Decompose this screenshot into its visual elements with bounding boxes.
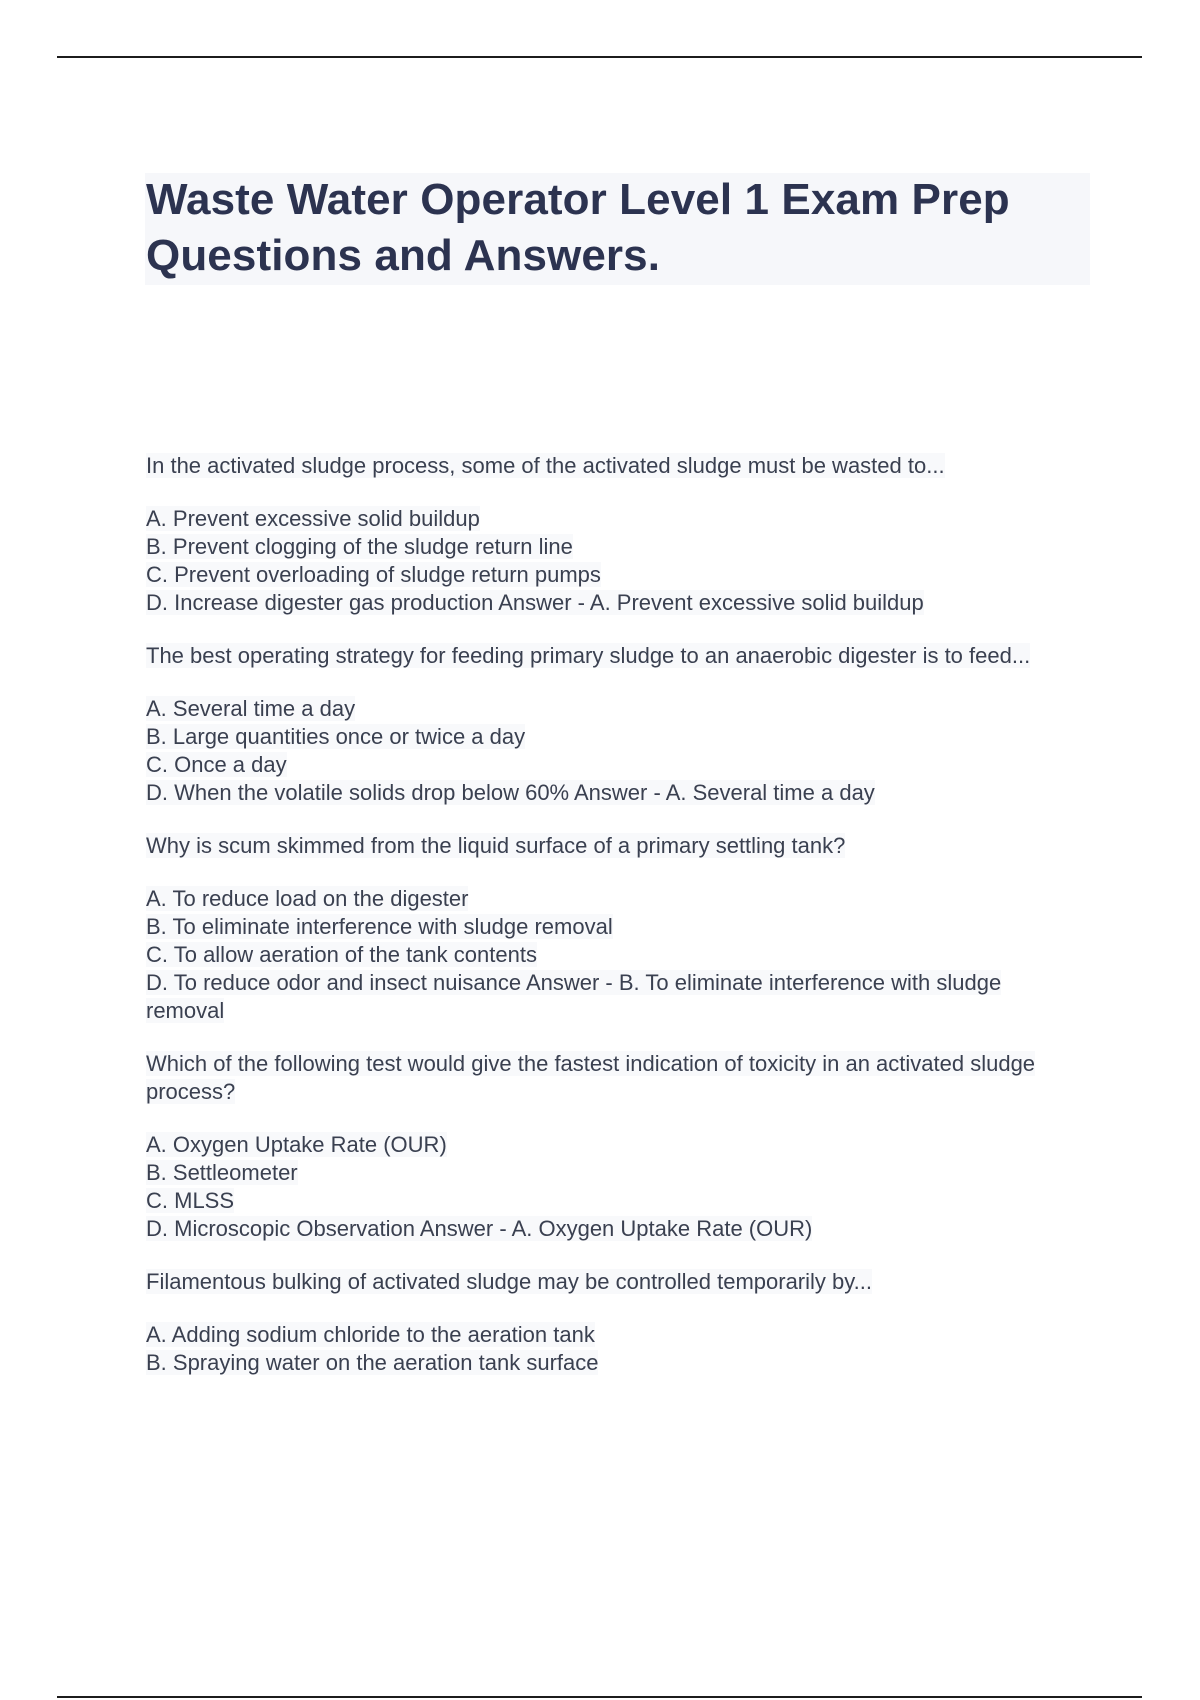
question-text: In the activated sludge process, some of the activated sludge must be wasted to...	[146, 453, 945, 478]
question-text: Filamentous bulking of activated sludge may be controlled temporarily by...	[146, 1269, 872, 1294]
option-item: C. MLSS	[146, 1188, 235, 1213]
option-item: C. Once a day	[146, 752, 287, 777]
option-item: A. To reduce load on the digester	[146, 886, 469, 911]
questions-list	[146, 452, 1076, 1377]
option-item: C. To allow aeration of the tank contents	[146, 942, 537, 967]
answer-options	[146, 1131, 1076, 1243]
option-item: B. To eliminate interference with sludge removal	[146, 914, 613, 939]
option-item: D. Microscopic Observation Answer - A. Oxygen Uptake Rate (OUR)	[146, 1216, 813, 1241]
option-item: D. When the volatile solids drop below 60% Answer - A. Several time a day	[146, 780, 875, 805]
question-item	[146, 1268, 1076, 1377]
question-item	[146, 452, 1076, 617]
option-item: B. Spraying water on the aeration tank surface	[146, 1350, 599, 1375]
answer-options	[146, 1321, 1076, 1377]
question-item	[146, 832, 1076, 1025]
option-item: D. To reduce odor and insect nuisance Answer - B. To eliminate interference with sludge removal	[146, 970, 1002, 1023]
option-item: D. Increase digester gas production Answer - A. Prevent excessive solid buildup	[146, 590, 924, 615]
option-item: C. Prevent overloading of sludge return pumps	[146, 562, 601, 587]
option-item: B. Prevent clogging of the sludge return line	[146, 534, 573, 559]
question-text: Which of the following test would give the fastest indication of toxicity in an activated sludge process?	[146, 1051, 1036, 1104]
option-item: B. Settleometer	[146, 1160, 298, 1185]
document-title: Waste Water Operator Level 1 Exam Prep Questions and Answers.	[146, 175, 1010, 280]
option-item: A. Adding sodium chloride to the aeration tank	[146, 1322, 595, 1347]
answer-options	[146, 505, 1076, 617]
answer-options	[146, 695, 1076, 807]
option-item: A. Prevent excessive solid buildup	[146, 506, 480, 531]
question-text: The best operating strategy for feeding primary sludge to an anaerobic digester is to feed...	[146, 643, 1031, 668]
option-item: A. Oxygen Uptake Rate (OUR)	[146, 1132, 447, 1157]
option-item: A. Several time a day	[146, 696, 356, 721]
top-rule	[57, 56, 1142, 58]
option-item: B. Large quantities once or twice a day	[146, 724, 526, 749]
bottom-rule	[57, 1696, 1142, 1698]
answer-options	[146, 885, 1076, 1025]
question-item	[146, 1050, 1076, 1243]
question-item	[146, 642, 1076, 807]
question-text: Why is scum skimmed from the liquid surface of a primary settling tank?	[146, 833, 846, 858]
